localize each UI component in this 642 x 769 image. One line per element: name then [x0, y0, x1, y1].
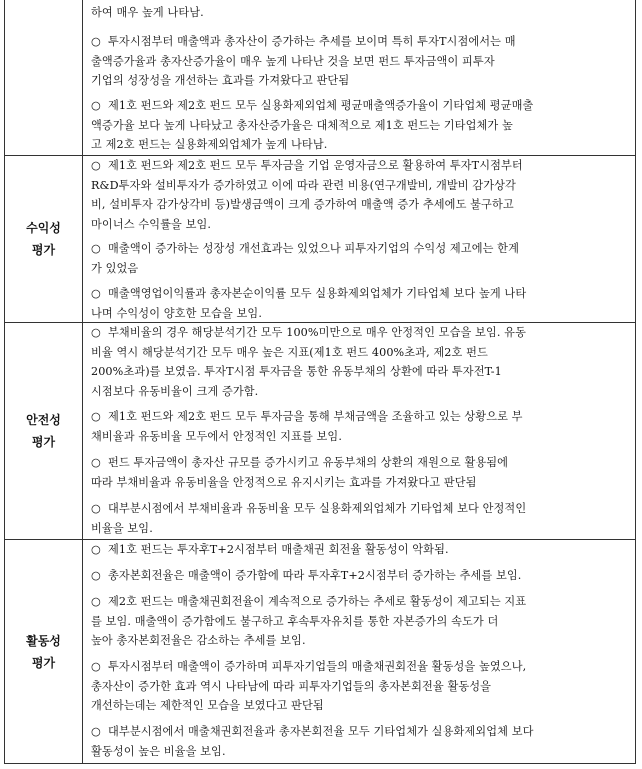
list-item — [91, 499, 629, 538]
item-text: 제1호 펀드와 제2호 펀드 모두 실용화제외업체 평균매출액증가율이 기타업체 평균매출 — [108, 99, 534, 112]
bullet: ○ — [91, 287, 101, 300]
bullet: ○ — [91, 99, 101, 112]
item-text: 총자본회전율은 매출액이 증가함에 따라 투자후T+2시점부터 증가하는 추세를 보임. — [108, 569, 522, 582]
row-label-line2: 평가 — [31, 242, 56, 257]
item-text: 채비율과 유동비율 모두에서 안정적인 지표를 보임. — [91, 429, 342, 443]
row-content — [83, 539, 635, 764]
row-label-line2: 평가 — [31, 434, 56, 449]
item-text: 시점보다 유동비율이 크게 증가함. — [91, 384, 259, 398]
list-item — [91, 566, 629, 586]
bullet: ○ — [91, 569, 101, 582]
bullet: ○ — [91, 159, 101, 172]
table-row — [5, 322, 635, 539]
item-text: 고 제2호 펀드는 실용화제외업체가 높게 나타남. — [91, 138, 328, 151]
row-label-line1: 수익성 — [26, 220, 61, 235]
row-content — [83, 322, 635, 539]
row-label — [5, 155, 83, 322]
list-item — [91, 96, 629, 155]
bullet: ○ — [91, 242, 101, 255]
item-text: 제1호 펀드와 제2호 펀드 모두 투자금을 통해 부채금액을 조율하고 있는 상황으로 부 — [108, 410, 523, 423]
item-text: 대부분시점에서 부채비율과 유동비율 모두 실용화제외업체가 기타업체 보다 안정적인 — [108, 502, 527, 515]
row-label — [5, 539, 83, 764]
bullet: ○ — [91, 456, 101, 469]
bullet: ○ — [91, 326, 101, 339]
list-item — [91, 592, 629, 651]
item-text: 가 있었음 — [91, 261, 139, 275]
list-item — [91, 323, 629, 401]
bullet: ○ — [91, 502, 101, 515]
item-text: R&D투자와 설비투자가 증가하였고 이에 따라 관련 비용(연구개발비, 개발비 감가상각 — [91, 178, 516, 192]
item-text: 개선하는데는 제한적인 모습을 보였다고 판단됨 — [91, 699, 324, 712]
row-content — [83, 0, 635, 155]
bullet: ○ — [91, 35, 101, 48]
list-item — [91, 453, 629, 492]
item-text: 매출액영업이익률과 총자본순이익률 모두 실용화제외업체가 기타업체 보다 높게 나타 — [108, 287, 527, 300]
item-text: 제1호 펀드는 투자후T+2시점부터 매출채권 회전율 활동성이 악화됨. — [108, 543, 449, 556]
item-text: 활동성이 높은 비율을 보임. — [91, 744, 226, 758]
row-label — [5, 0, 83, 155]
item-text: 높아 총자본회전율은 감소하는 추세를 보임. — [91, 634, 306, 647]
item-text: 액증가율 보다 높게 나타났고 총자산증가율은 대체적으로 제1호 펀드는 기타업체가 높 — [91, 118, 513, 132]
item-text: 제2호 펀드는 매출채권회전율이 계속적으로 증가하는 추세로 활동성이 제고되는 지표 — [108, 595, 527, 608]
list-item — [91, 407, 629, 446]
row-label — [5, 322, 83, 539]
list-item — [91, 657, 629, 716]
bullet: ○ — [91, 595, 101, 608]
item-text: 를 보임. 매출액이 증가함에도 불구하고 후속투자유치를 통한 자본증가의 속도가 더 — [91, 614, 499, 628]
item-text: 매출액이 증가하는 성장성 개선효과는 있었으나 피투자기업의 수익성 제고에는 한계 — [108, 242, 520, 255]
item-text: 제1호 펀드와 제2호 펀드 모두 투자금을 기업 운영자금으로 활용하여 투자T시점부터 — [108, 159, 523, 172]
item-text: 투자시점부터 매출액이 증가하며 피투자기업들의 매출채권회전율 활동성을 높였으나, — [108, 660, 527, 673]
bullet: ○ — [91, 725, 101, 738]
item-text: 대부분시점에서 매출채권회전율과 총자본회전율 모두 기타업체가 실용화제외업체 보다 — [108, 725, 534, 738]
item-text: 따라 부채비율과 유동비율을 안정적으로 유지시키는 효과를 가져왔다고 판단됨 — [91, 475, 477, 489]
list-item — [91, 722, 629, 761]
item-text: 하여 매우 높게 나타남. — [91, 6, 204, 19]
list-item — [91, 3, 629, 23]
table-row — [5, 0, 635, 155]
table-row — [5, 539, 635, 764]
item-text: 비율을 보임. — [91, 521, 153, 535]
item-text: 비, 설비투자 감가상각비 등)발생금액이 크게 증가하여 매출액 증가 추세에도 불구하고 — [91, 198, 514, 211]
item-text: 나며 수익성이 양호한 모습을 보임. — [91, 306, 262, 320]
item-text: 출액증가율과 총자산증가율이 매우 높게 나타난 것을 보면 펀드 투자금액이 피투자 — [91, 54, 495, 68]
item-text: 비율 역시 해당분석기간 모두 매우 높은 지표(제1호 펀드 400%초과, 제2호 펀드 — [91, 345, 488, 359]
item-text: 펀드 투자금액이 총자산 규모를 증가시키고 유동부채의 상환의 재원으로 활용됨에 — [108, 456, 509, 469]
list-item — [91, 540, 629, 560]
item-text: 마이너스 수익률을 보임. — [91, 217, 212, 231]
item-text: 기업의 성장성을 개선하는 효과를 가져왔다고 판단됨 — [91, 74, 350, 87]
table-row — [5, 155, 635, 322]
row-label-line1: 안전성 — [26, 412, 61, 427]
list-item — [91, 156, 629, 234]
list-item — [91, 284, 629, 323]
list-item — [91, 32, 629, 91]
bullet: ○ — [91, 660, 101, 673]
item-text: 총자산이 증가한 효과 역시 나타남에 따라 피투자기업들의 총자본회전율 활동성을 — [91, 679, 492, 693]
bullet: ○ — [91, 543, 101, 556]
list-item — [91, 239, 629, 278]
evaluation-table — [4, 0, 636, 764]
item-text: 부채비율의 경우 해당분석기간 모두 100%미만으로 매우 안정적인 모습을 보임. 유동 — [108, 326, 526, 339]
item-text: 200%초과)를 보였음. 투자T시점 투자금을 통한 유동부채의 상환에 따라 투자전T-1 — [91, 365, 502, 378]
row-content — [83, 155, 635, 322]
row-label-line1: 활동성 — [26, 633, 61, 648]
item-text: 투자시점부터 매출액과 총자산이 증가하는 추세를 보이며 특히 투자T시점에서는 매 — [108, 35, 516, 48]
bullet: ○ — [91, 410, 101, 423]
row-label-line2: 평가 — [31, 655, 56, 670]
